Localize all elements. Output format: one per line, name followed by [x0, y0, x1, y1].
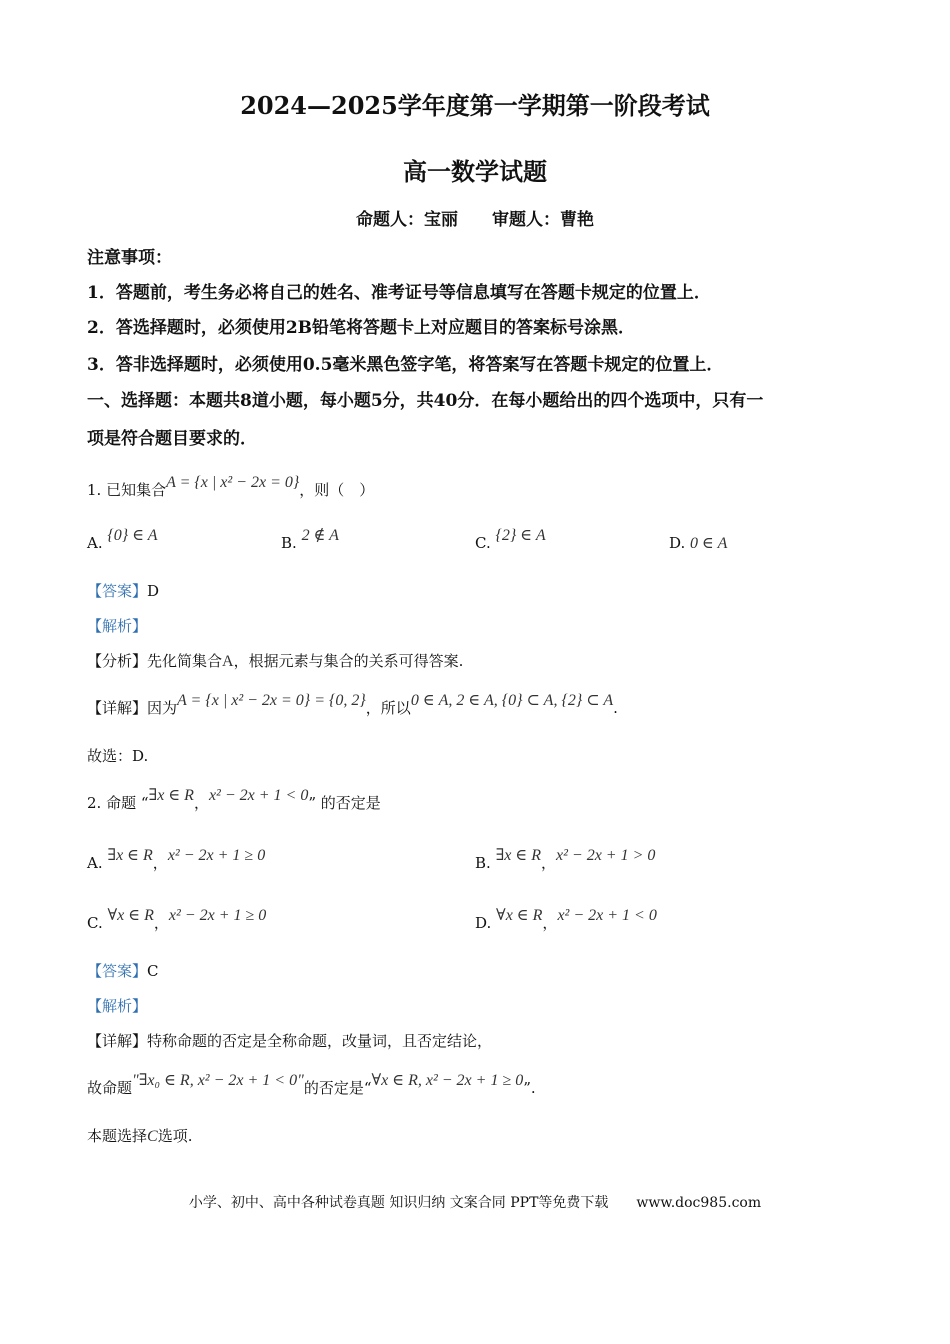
- option-math: x² − 2x + 1 ≥ 0: [168, 907, 267, 924]
- option-math: x² − 2x + 1 > 0: [556, 847, 656, 864]
- conclusion-text: 本题选择: [87, 1127, 148, 1145]
- xiangjie-text: 故命题: [87, 1079, 133, 1097]
- option-label: A.: [87, 854, 103, 872]
- xiangjie-tag: 【详解】: [87, 699, 148, 717]
- option-math: 0 ∈ A: [690, 535, 728, 552]
- q2-comma: ，: [193, 794, 209, 812]
- q1-answer: [87, 580, 159, 601]
- notice-item-3: 3．答非选择题时，必须使用0.5毫米黑色签字笔，将答案写在答题卡规定的位置上．: [87, 355, 724, 375]
- page-footer: [0, 1192, 950, 1212]
- section1-line1: 一、选择题：本题共8道小题，每小题5分，共40分．在每小题给出的四个选项中，只有一: [87, 391, 764, 411]
- option-label: B.: [281, 534, 297, 552]
- footer-text: 小学、初中、高中各种试卷真题 知识归纳 文案合同 PPT等免费下载: [188, 1195, 609, 1211]
- xiangjie-text: ”.: [523, 1079, 536, 1097]
- q1-option-a[interactable]: [87, 527, 158, 553]
- xiangjie-math: A = {x | x² − 2x = 0} = {0, 2}: [177, 692, 366, 709]
- q1-option-b[interactable]: [281, 527, 339, 553]
- option-label: C.: [475, 534, 491, 552]
- subject-title: 高一数学试题: [403, 157, 547, 186]
- option-math: 2 ∉ A: [301, 527, 339, 544]
- q1-conclusion: 故选：D.: [87, 747, 149, 765]
- q2-option-a[interactable]: A. ∃x ∈ R，x² − 2x + 1 ≥ 0: [87, 847, 266, 872]
- option-math: {0} ∈ A: [107, 527, 158, 544]
- q2-xiangjie-line2: [87, 1072, 536, 1098]
- answer-tag: 【答案】: [87, 582, 148, 600]
- q1-option-d[interactable]: [669, 533, 727, 553]
- option-math: ∃x ∈ R: [107, 847, 153, 864]
- xiangjie-math: 0 ∈ A, 2 ∈ A, {0} ⊂ A, {2} ⊂ A: [410, 692, 614, 709]
- authors-line: 命题人：宝丽 审题人：曹艳: [356, 210, 594, 230]
- xiangjie-text: 的否定是“: [303, 1079, 372, 1097]
- question-1: [87, 474, 375, 500]
- q1-prefix: 1. 已知集合: [87, 481, 167, 499]
- xiangjie-math: ∀x ∈ R, x² − 2x + 1 ≥ 0: [371, 1072, 524, 1089]
- q1-analysis-tag: 【解析】: [87, 617, 148, 635]
- option-label: D.: [669, 534, 686, 552]
- fenxi-text: ，根据元素与集合的关系可得答案.: [233, 652, 464, 670]
- q2-prefix: 2. 命题 “: [87, 794, 149, 812]
- q2-xiangjie: [87, 1030, 492, 1051]
- option-math: x² − 2x + 1 < 0: [557, 907, 657, 924]
- q1-fenxi: [87, 650, 463, 671]
- answer-tag: 【答案】: [87, 962, 148, 980]
- option-math: ∀x ∈ R: [496, 907, 543, 924]
- conclusion-text: 选项.: [157, 1127, 193, 1145]
- xiangjie-math: "∃x₀ ∈ R, x² − 2x + 1 < 0": [132, 1072, 304, 1089]
- q1-option-c[interactable]: [475, 527, 546, 553]
- q2-option-c[interactable]: C. ∀x ∈ R，x² − 2x + 1 ≥ 0: [87, 907, 267, 932]
- option-math: ∀x ∈ R: [107, 907, 154, 924]
- fenxi-math: A: [222, 653, 234, 670]
- q2-option-d[interactable]: D. ∀x ∈ R，x² − 2x + 1 < 0: [475, 907, 657, 932]
- xiangjie-text: ，所以: [365, 699, 411, 717]
- option-label: A.: [87, 534, 103, 552]
- xiangjie-tag: 【详解】: [87, 1032, 148, 1050]
- option-label: C.: [87, 914, 103, 932]
- notice-item-1: 1．答题前，考生务必将自己的姓名、准考证号等信息填写在答题卡规定的位置上．: [87, 283, 711, 303]
- option-math: {2} ∈ A: [495, 527, 546, 544]
- notice-item-2: 2．答选择题时，必须使用2B铅笔将答题卡上对应题目的答案标号涂黑．: [87, 318, 636, 338]
- footer-link[interactable]: www.doc985.com: [636, 1195, 762, 1211]
- q2-suffix: ” 的否定是: [308, 794, 381, 812]
- notice-heading: 注意事项：: [87, 248, 172, 268]
- q2-math: x² − 2x + 1 < 0: [208, 787, 309, 804]
- option-label: B.: [475, 854, 491, 872]
- q1-set-expression: A = {x | x² − 2x = 0}: [166, 474, 300, 491]
- q2-answer: [87, 960, 159, 981]
- q1-suffix: ，则（ ）: [299, 481, 375, 499]
- question-2: [87, 787, 381, 813]
- option-math: ∃x ∈ R: [495, 847, 541, 864]
- answer-value: C: [147, 962, 159, 980]
- q2-option-b[interactable]: B. ∃x ∈ R，x² − 2x + 1 > 0: [475, 847, 656, 872]
- xiangjie-text: 特称命题的否定是全称命题，改量词，且否定结论，: [147, 1032, 493, 1050]
- fenxi-text: 先化简集合: [147, 652, 223, 670]
- section1-line2: 项是符合题目要求的．: [87, 429, 257, 449]
- option-math: x² − 2x + 1 ≥ 0: [167, 847, 266, 864]
- conclusion-math: C: [147, 1128, 158, 1145]
- q2-analysis-tag: 【解析】: [87, 997, 148, 1015]
- q2-math: ∃x ∈ R: [148, 787, 194, 804]
- exam-title: 2024—2025学年度第一学期第一阶段考试: [240, 91, 710, 120]
- xiangjie-text: .: [613, 699, 618, 717]
- answer-value: D: [147, 582, 160, 600]
- option-label: D.: [475, 914, 492, 932]
- xiangjie-text: 因为: [147, 699, 178, 717]
- q2-conclusion: [87, 1125, 192, 1146]
- q1-xiangjie: [87, 692, 618, 718]
- fenxi-tag: 【分析】: [87, 652, 148, 670]
